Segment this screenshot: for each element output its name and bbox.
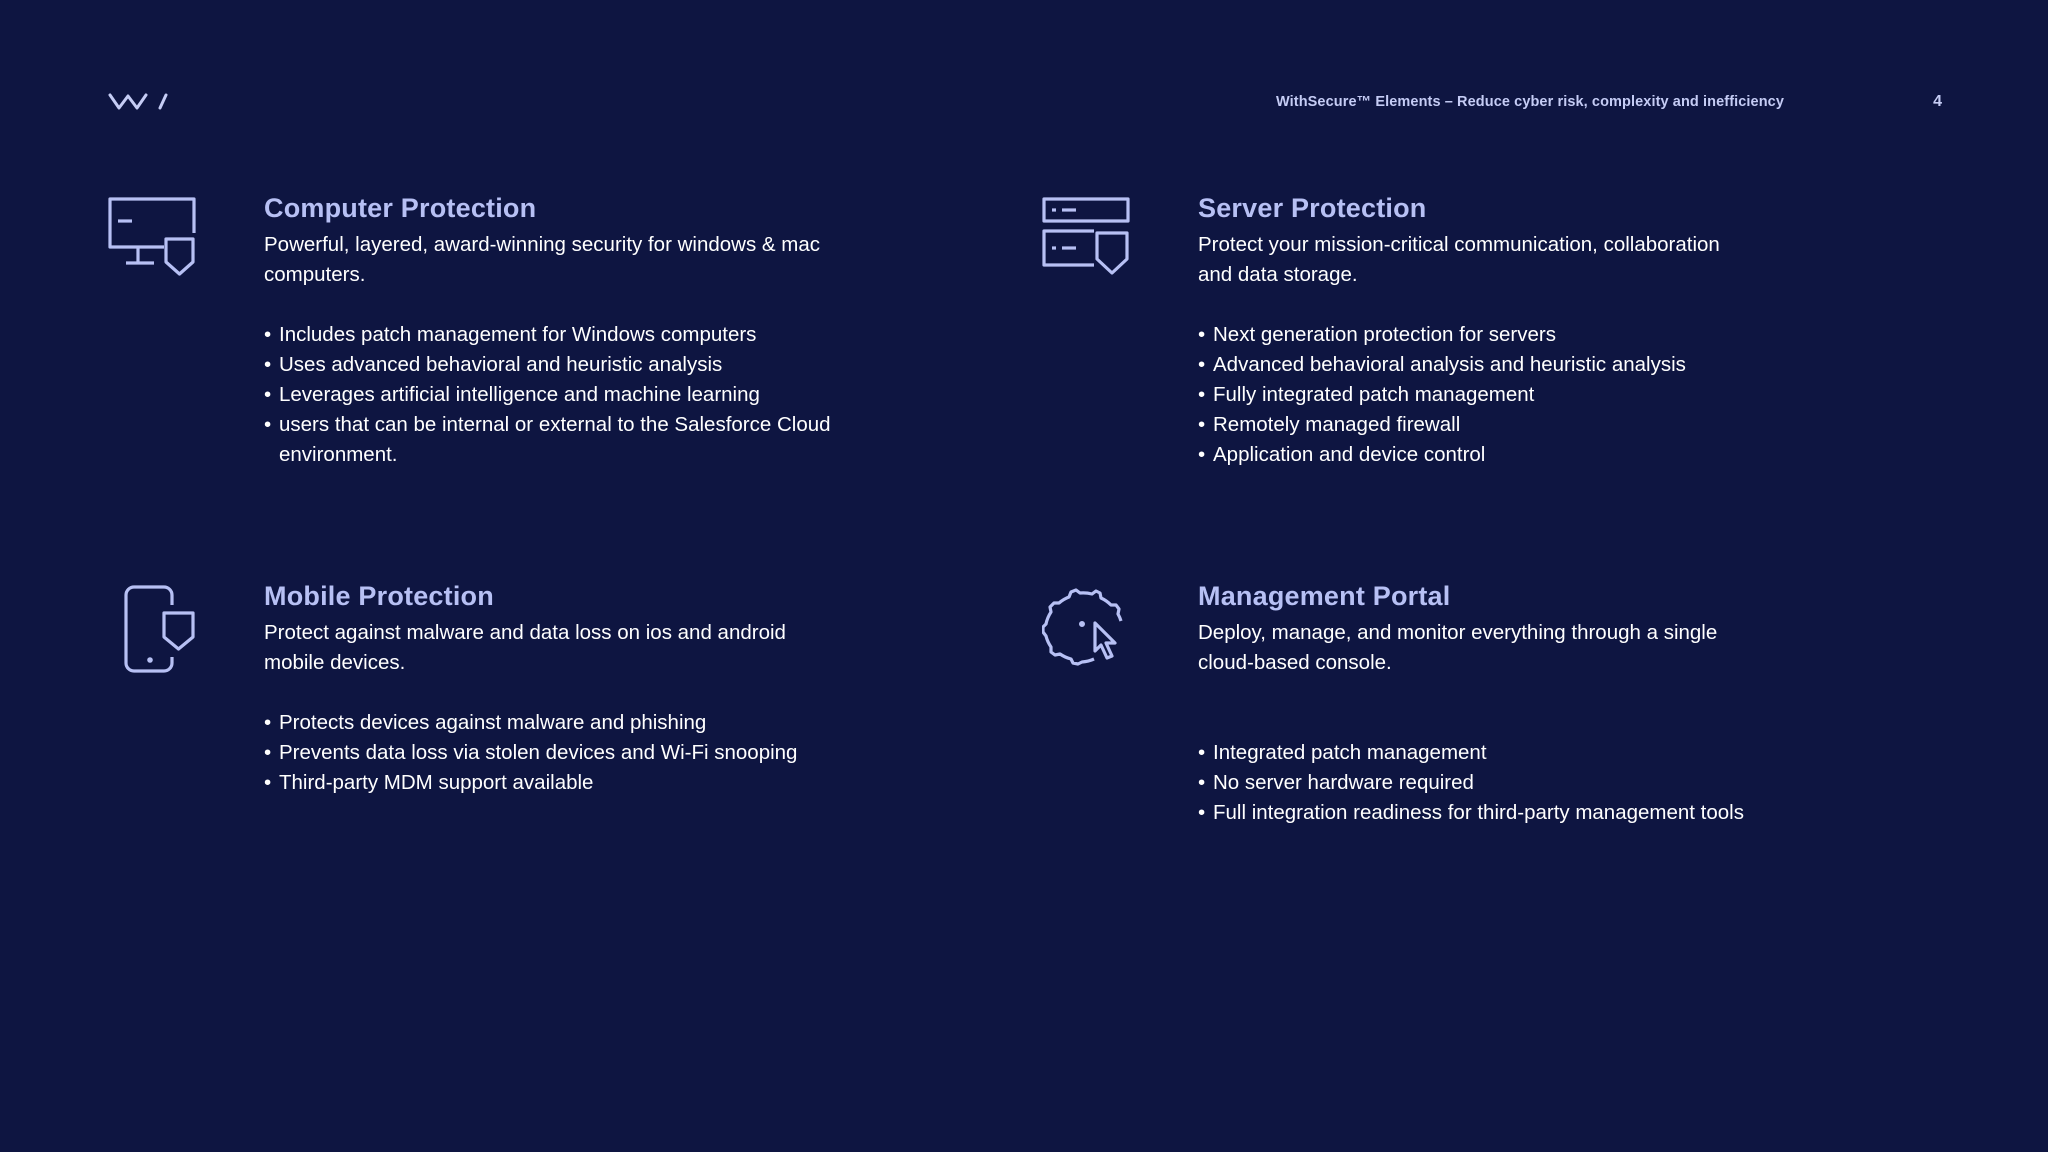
list-item: • Third-party MDM support available — [264, 768, 884, 798]
bullet-list — [1198, 320, 1818, 470]
computer-shield-icon — [108, 197, 196, 277]
list-item: • Integrated patch management — [1198, 738, 1818, 768]
list-item: • Prevents data loss via stolen devices and Wi-Fi snooping — [264, 738, 884, 768]
management-portal-section — [1198, 578, 1818, 828]
withsecure-logo — [108, 92, 170, 112]
section-title: Mobile Protection — [264, 581, 494, 611]
section-title: Management Portal — [1198, 581, 1451, 611]
list-item: • No server hardware required — [1198, 768, 1818, 798]
bullet-list — [264, 708, 884, 798]
section-description: Protect your mission-critical communication, collaboration and data storage. — [1198, 233, 1720, 286]
gear-cursor-icon — [1042, 585, 1128, 671]
list-item: • users that can be internal or external to the Salesforce Cloud environment. — [264, 410, 884, 470]
list-item: • Remotely managed firewall — [1198, 410, 1818, 440]
section-description: Deploy, manage, and monitor everything through a single cloud-based console. — [1198, 621, 1718, 674]
section-title: Server Protection — [1198, 193, 1427, 223]
section-description: Protect against malware and data loss on ios and android mobile devices. — [264, 621, 786, 674]
list-item: • Includes patch management for Windows computers — [264, 320, 884, 350]
computer-protection-section — [264, 190, 884, 470]
list-item: • Next generation protection for servers — [1198, 320, 1818, 350]
bullet-list — [1198, 738, 1818, 828]
bullet-list — [264, 320, 884, 470]
mobile-protection-section — [264, 578, 884, 798]
list-item: • Uses advanced behavioral and heuristic analysis — [264, 350, 884, 380]
list-item: • Application and device control — [1198, 440, 1818, 470]
list-item: • Full integration readiness for third-party management tools — [1198, 798, 1818, 828]
list-item: • Advanced behavioral analysis and heuristic analysis — [1198, 350, 1818, 380]
page-number: 4 — [1933, 93, 1942, 110]
section-description: Powerful, layered, award-winning security for windows & mac computers. — [264, 233, 821, 286]
list-item: • Fully integrated patch management — [1198, 380, 1818, 410]
server-protection-section — [1198, 190, 1818, 470]
server-shield-icon — [1042, 197, 1130, 277]
mobile-shield-icon — [124, 585, 196, 675]
section-title: Computer Protection — [264, 193, 537, 223]
header-title: WithSecure™ Elements – Reduce cyber risk, complexity and inefficiency — [1275, 94, 1784, 110]
list-item: • Protects devices against malware and phishing — [264, 708, 884, 738]
list-item: • Leverages artificial intelligence and machine learning — [264, 380, 884, 410]
